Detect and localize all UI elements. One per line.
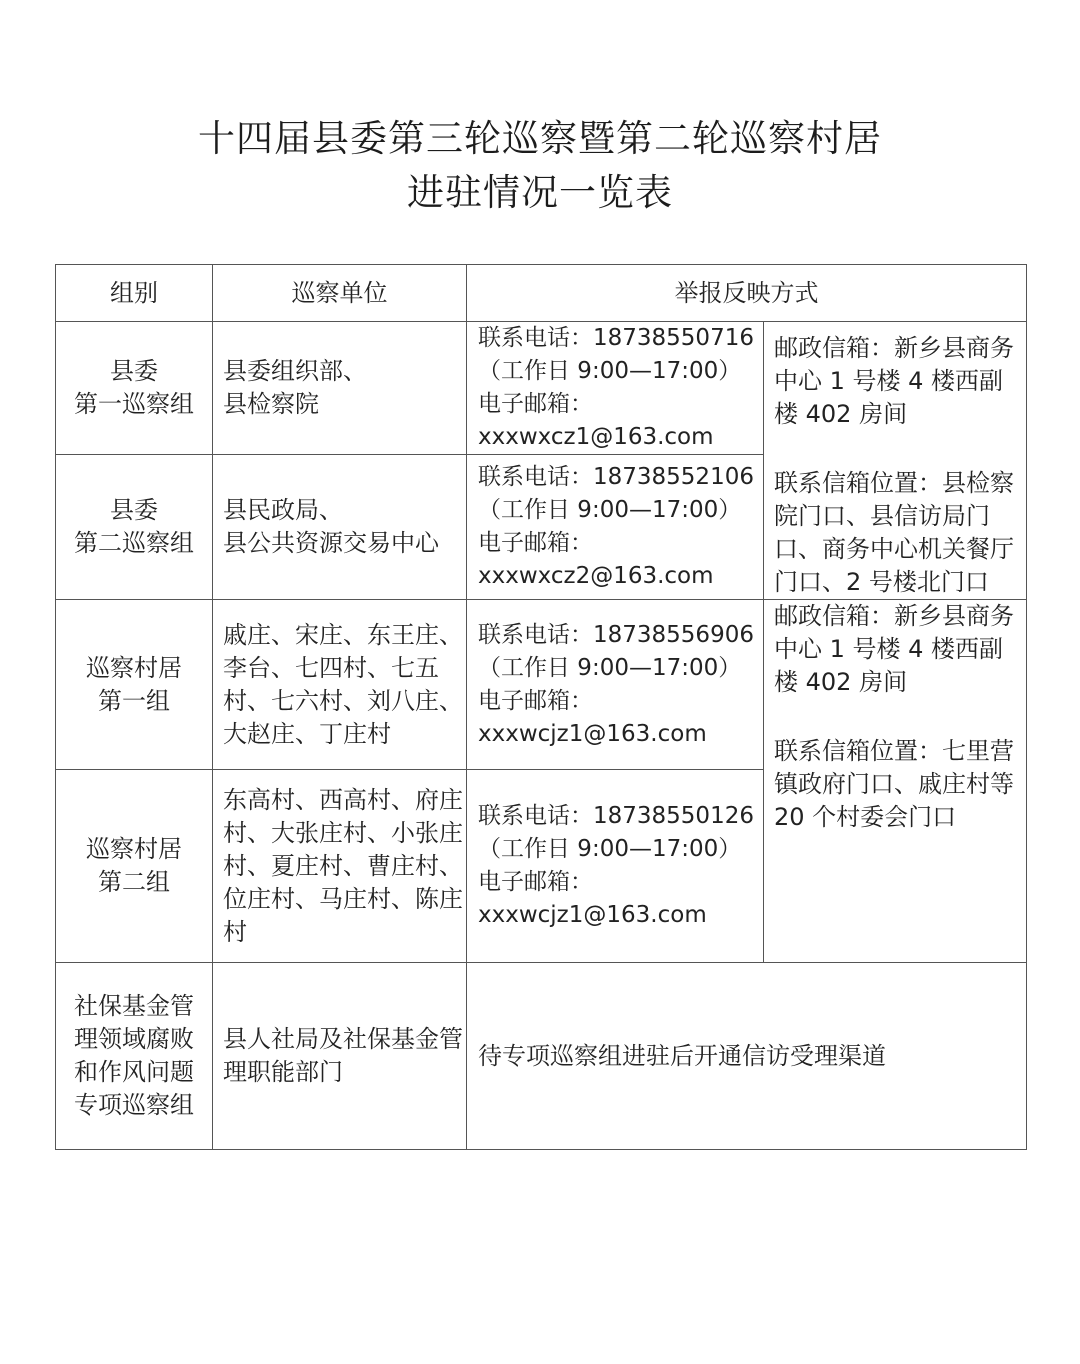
header-unit: 巡察单位 xyxy=(213,265,467,322)
group-name-line: 巡察村居 xyxy=(86,835,182,863)
hours-text: （工作日 9:00—17:00） xyxy=(478,654,742,681)
page-title xyxy=(0,112,1080,220)
mail-box-cell xyxy=(764,600,1027,963)
contact-cell xyxy=(467,963,1027,1150)
contact-note: 待专项巡察组进驻后开通信访受理渠道 xyxy=(478,1041,886,1070)
title-line-2: 进驻情况一览表 xyxy=(407,171,673,214)
unit-cell xyxy=(213,322,467,455)
unit-cell xyxy=(213,455,467,600)
title-line-1: 十四届县委第三轮巡察暨第二轮巡察村居 xyxy=(198,117,882,160)
table-header-row xyxy=(56,265,1027,322)
unit-line: 县公共资源交易中心 xyxy=(223,529,439,558)
email-label: 电子邮箱： xyxy=(478,869,593,895)
table-row xyxy=(56,322,1027,455)
contact-cell xyxy=(467,600,764,770)
unit-list: 戚庄、宋庄、东王庄、李台、七四村、七五村、七六村、刘八庄、大赵庄、丁庄村 xyxy=(223,620,463,748)
unit-line: 县检察院 xyxy=(223,390,319,419)
phone-text: 联系电话：18738552106 xyxy=(478,464,754,491)
header-contact: 举报反映方式 xyxy=(467,265,1027,322)
email-label: 电子邮箱： xyxy=(478,391,593,418)
table-row xyxy=(56,600,1027,770)
mailbox-location: 联系信箱位置：县检察院门口、县信访局门口、商务中心机关餐厅门口、2 号楼北门口 xyxy=(774,469,1014,596)
contact-cell xyxy=(467,455,764,600)
mail-box-cell xyxy=(764,322,1027,600)
email-address: xxxwxcz2@163.com xyxy=(478,563,714,590)
hours-text: （工作日 9:00—17:00） xyxy=(478,836,742,862)
unit-line: 县委组织部、 xyxy=(223,357,367,386)
email-address: xxxwcjz1@163.com xyxy=(478,720,707,747)
group-cell xyxy=(56,455,213,600)
group-name-line: 第二组 xyxy=(98,868,170,896)
group-name: 社保基金管理领域腐败和作风问题专项巡察组 xyxy=(74,992,194,1119)
email-address: xxxwxcz1@163.com xyxy=(478,424,714,451)
phone-text: 联系电话：18738556906 xyxy=(478,621,754,648)
group-cell xyxy=(56,600,213,770)
phone-text: 联系电话：18738550126 xyxy=(478,803,754,829)
table-row xyxy=(56,963,1027,1150)
unit-line: 县民政局、 xyxy=(223,496,343,525)
hours-text: （工作日 9:00—17:00） xyxy=(478,497,742,524)
group-name-line: 县委 xyxy=(110,496,158,525)
group-name-line: 巡察村居 xyxy=(86,653,182,682)
group-cell xyxy=(56,963,213,1150)
postal-address: 邮政信箱：新乡县商务中心 1 号楼 4 楼西副楼 402 房间 xyxy=(774,334,1014,428)
phone-text: 联系电话：18738550716 xyxy=(478,325,754,352)
email-address: xxxwcjz1@163.com xyxy=(478,902,707,928)
unit-list: 东高村、西高村、府庄村、大张庄村、小张庄村、夏庄村、曹庄村、位庄村、马庄村、陈庄村 xyxy=(223,785,463,946)
contact-cell xyxy=(467,322,764,455)
unit-cell xyxy=(213,770,467,963)
mailbox-location: 联系信箱位置：七里营镇政府门口、戚庄村等 20 个村委会门口 xyxy=(774,737,1014,831)
unit-cell xyxy=(213,600,467,770)
group-cell xyxy=(56,770,213,963)
email-label: 电子邮箱： xyxy=(478,530,593,557)
hours-text: （工作日 9:00—17:00） xyxy=(478,358,742,385)
group-cell xyxy=(56,322,213,455)
postal-address: 邮政信箱：新乡县商务中心 1 号楼 4 楼西副楼 402 房间 xyxy=(774,602,1014,696)
group-name-line: 第一组 xyxy=(98,686,170,715)
group-name-line: 第二巡察组 xyxy=(74,529,194,558)
group-name-line: 县委 xyxy=(110,357,158,386)
header-group: 组别 xyxy=(56,265,213,322)
contact-cell xyxy=(467,770,764,963)
group-name-line: 第一巡察组 xyxy=(74,390,194,419)
unit-cell xyxy=(213,963,467,1150)
email-label: 电子邮箱： xyxy=(478,687,593,714)
inspection-table xyxy=(55,264,1027,1150)
unit-list: 县人社局及社保基金管理职能部门 xyxy=(223,1025,463,1086)
